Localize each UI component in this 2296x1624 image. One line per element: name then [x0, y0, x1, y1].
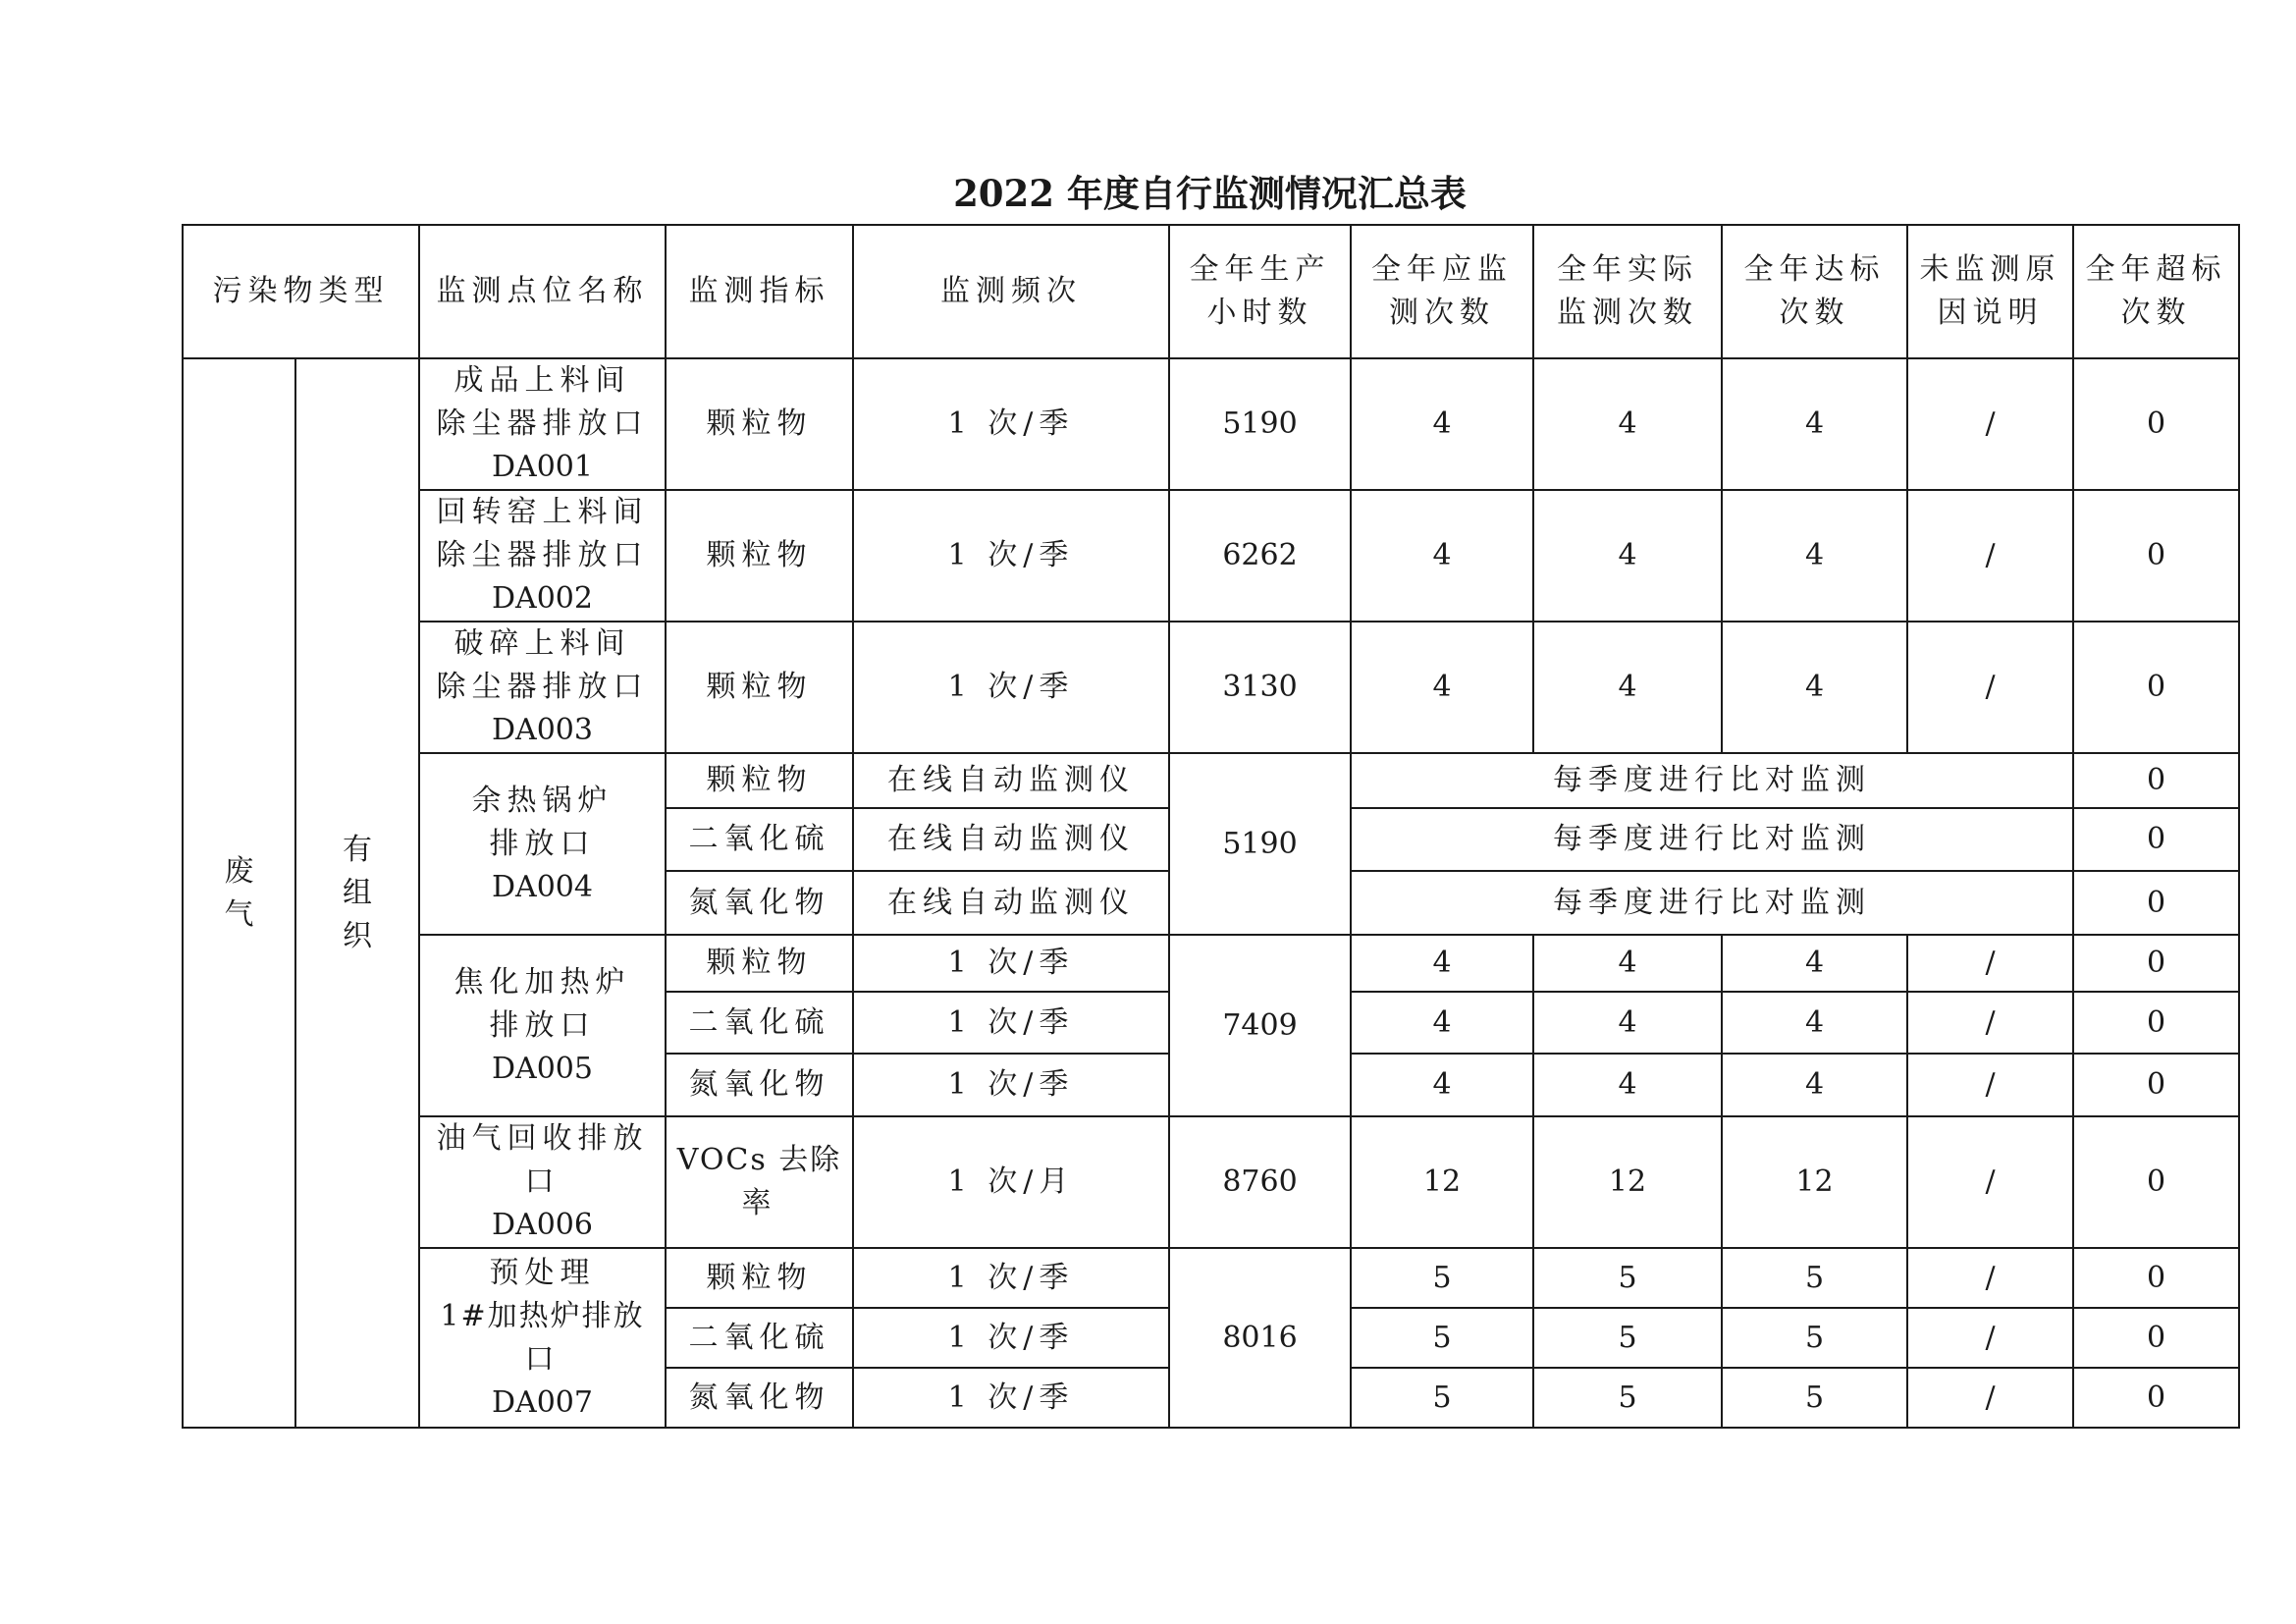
hours: 5190 — [1169, 358, 1351, 490]
exceed: 0 — [2073, 992, 2239, 1054]
frequency: 1 次/季 — [853, 935, 1169, 992]
indicator: 氮氧化物 — [666, 1368, 853, 1428]
hours: 6262 — [1169, 490, 1351, 622]
frequency: 1 次/季 — [853, 1308, 1169, 1368]
frequency: 1 次/季 — [853, 490, 1169, 622]
indicator: 颗粒物 — [666, 753, 853, 808]
actual: 4 — [1533, 935, 1722, 992]
actual: 4 — [1533, 992, 1722, 1054]
point-name: 余热锅炉 排放口 DA004 — [419, 753, 666, 935]
frequency: 1 次/季 — [853, 1248, 1169, 1308]
header-compliant: 全年达标 次数 — [1722, 225, 1907, 358]
header-planned: 全年应监 测次数 — [1351, 225, 1533, 358]
subcategory-organized: 有 组 织 — [295, 358, 419, 1428]
compliant: 5 — [1722, 1248, 1907, 1308]
header-reason: 未监测原 因说明 — [1907, 225, 2073, 358]
header-pollutant-type: 污染物类型 — [183, 225, 419, 358]
exceed: 0 — [2073, 490, 2239, 622]
reason: / — [1907, 935, 2073, 992]
compliant: 4 — [1722, 935, 1907, 992]
reason: / — [1907, 622, 2073, 753]
actual: 12 — [1533, 1116, 1722, 1248]
exceed: 0 — [2073, 1308, 2239, 1368]
frequency: 在线自动监测仪 — [853, 808, 1169, 871]
planned: 4 — [1351, 935, 1533, 992]
exceed: 0 — [2073, 1054, 2239, 1116]
frequency: 1 次/季 — [853, 992, 1169, 1054]
planned: 4 — [1351, 622, 1533, 753]
indicator: 颗粒物 — [666, 1248, 853, 1308]
compliant: 5 — [1722, 1368, 1907, 1428]
indicator: 颗粒物 — [666, 490, 853, 622]
planned: 4 — [1351, 1054, 1533, 1116]
indicator: 氮氧化物 — [666, 871, 853, 935]
table-row — [183, 622, 2239, 753]
reason: / — [1907, 1308, 2073, 1368]
frequency: 在线自动监测仪 — [853, 871, 1169, 935]
table-row — [183, 358, 2239, 490]
header-point-name: 监测点位名称 — [419, 225, 666, 358]
actual: 4 — [1533, 622, 1722, 753]
hours: 8760 — [1169, 1116, 1351, 1248]
compliant: 5 — [1722, 1308, 1907, 1368]
compliant: 4 — [1722, 622, 1907, 753]
point-name: 成品上料间 除尘器排放口 DA001 — [419, 358, 666, 490]
page-title: 2022 年度自行监测情况汇总表 — [953, 172, 1467, 215]
planned: 5 — [1351, 1368, 1533, 1428]
exceed: 0 — [2073, 1248, 2239, 1308]
exceed: 0 — [2073, 622, 2239, 753]
frequency: 1 次/季 — [853, 1368, 1169, 1428]
indicator: 二氧化硫 — [666, 992, 853, 1054]
reason: / — [1907, 1368, 2073, 1428]
point-name: 破碎上料间 除尘器排放口 DA003 — [419, 622, 666, 753]
indicator: 二氧化硫 — [666, 1308, 853, 1368]
planned: 12 — [1351, 1116, 1533, 1248]
header-exceed: 全年超标 次数 — [2073, 225, 2239, 358]
exceed: 0 — [2073, 1368, 2239, 1428]
header-indicator: 监测指标 — [666, 225, 853, 358]
indicator: 颗粒物 — [666, 935, 853, 992]
hours: 7409 — [1169, 935, 1351, 1116]
compliant: 12 — [1722, 1116, 1907, 1248]
indicator: VOCs 去除 率 — [666, 1116, 853, 1248]
reason: / — [1907, 1054, 2073, 1116]
indicator: 颗粒物 — [666, 622, 853, 753]
header-hours: 全年生产 小时数 — [1169, 225, 1351, 358]
planned: 5 — [1351, 1308, 1533, 1368]
point-name: 油气回收排放 口 DA006 — [419, 1116, 666, 1248]
compliant: 4 — [1722, 1054, 1907, 1116]
planned: 4 — [1351, 992, 1533, 1054]
actual: 4 — [1533, 358, 1722, 490]
actual: 5 — [1533, 1368, 1722, 1428]
actual: 4 — [1533, 490, 1722, 622]
frequency: 1 次/季 — [853, 1054, 1169, 1116]
exceed: 0 — [2073, 871, 2239, 935]
reason: / — [1907, 490, 2073, 622]
compliant: 4 — [1722, 358, 1907, 490]
exceed: 0 — [2073, 358, 2239, 490]
hours: 8016 — [1169, 1248, 1351, 1428]
table-row — [183, 753, 2239, 808]
table-row — [183, 1248, 2239, 1308]
table-row — [183, 490, 2239, 622]
frequency: 1 次/季 — [853, 358, 1169, 490]
actual: 5 — [1533, 1308, 1722, 1368]
point-name: 回转窑上料间 除尘器排放口 DA002 — [419, 490, 666, 622]
actual: 4 — [1533, 1054, 1722, 1116]
frequency: 1 次/月 — [853, 1116, 1169, 1248]
monitoring-summary-table — [182, 224, 2240, 1429]
point-name: 焦化加热炉 排放口 DA005 — [419, 935, 666, 1116]
reason: / — [1907, 992, 2073, 1054]
header-frequency: 监测频次 — [853, 225, 1169, 358]
category-waste-gas: 废 气 — [183, 358, 295, 1428]
indicator: 氮氧化物 — [666, 1054, 853, 1116]
compliant: 4 — [1722, 490, 1907, 622]
reason: / — [1907, 1248, 2073, 1308]
table-row — [183, 1116, 2239, 1248]
planned: 4 — [1351, 490, 1533, 622]
frequency: 1 次/季 — [853, 622, 1169, 753]
comparison-note: 每季度进行比对监测 — [1351, 808, 2073, 871]
reason: / — [1907, 358, 2073, 490]
comparison-note: 每季度进行比对监测 — [1351, 753, 2073, 808]
frequency: 在线自动监测仪 — [853, 753, 1169, 808]
exceed: 0 — [2073, 935, 2239, 992]
exceed: 0 — [2073, 1116, 2239, 1248]
hours: 3130 — [1169, 622, 1351, 753]
header-row — [183, 225, 2239, 358]
planned: 5 — [1351, 1248, 1533, 1308]
point-name: 预处理 1#加热炉排放 口 DA007 — [419, 1248, 666, 1428]
indicator: 颗粒物 — [666, 358, 853, 490]
hours: 5190 — [1169, 753, 1351, 935]
comparison-note: 每季度进行比对监测 — [1351, 871, 2073, 935]
planned: 4 — [1351, 358, 1533, 490]
indicator: 二氧化硫 — [666, 808, 853, 871]
header-actual: 全年实际 监测次数 — [1533, 225, 1722, 358]
table-row — [183, 935, 2239, 992]
actual: 5 — [1533, 1248, 1722, 1308]
exceed: 0 — [2073, 808, 2239, 871]
reason: / — [1907, 1116, 2073, 1248]
exceed: 0 — [2073, 753, 2239, 808]
compliant: 4 — [1722, 992, 1907, 1054]
